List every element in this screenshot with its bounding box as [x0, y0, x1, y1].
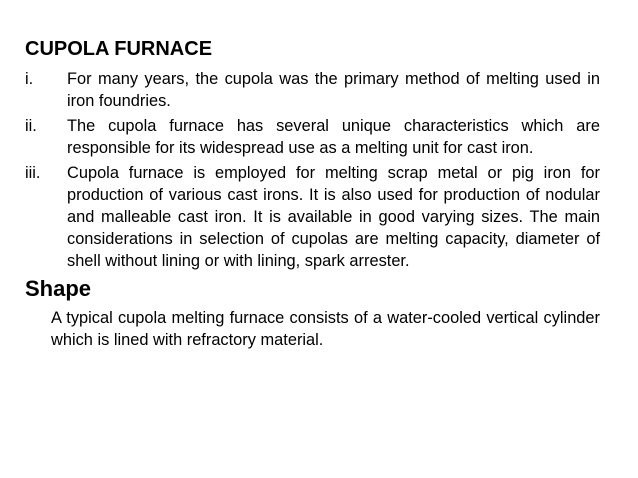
list-item: [25, 68, 600, 112]
list-item: [25, 115, 600, 159]
list-marker: ii.: [25, 117, 37, 135]
list-marker: i.: [25, 70, 34, 88]
section-title-shape: Shape: [25, 276, 92, 301]
shape-paragraph: A typical cupola melting furnace consists of a water-cooled vertical cylinder which is lined with refractory material.: [51, 309, 600, 349]
list-item-text: Cupola furnace is employed for melting scrap metal or pig iron for production of various cast irons. It is also used for production of nodular and malleable cast iron. It is available in good varying sizes. The main considerations in selection of cupolas are melting capacity, diameter of shell without lining or with lining, spark arrester.: [67, 164, 600, 270]
list-marker: iii.: [25, 164, 41, 182]
cupola-points-list: [25, 68, 600, 272]
list-item-text: The cupola furnace has several unique characteristics which are responsible for its widespread use as a melting unit for cast iron.: [67, 117, 600, 157]
list-item: [25, 162, 600, 272]
list-item-text: For many years, the cupola was the primary method of melting used in iron foundries.: [67, 70, 600, 110]
section-title-cupola-furnace: CUPOLA FURNACE: [25, 38, 213, 60]
